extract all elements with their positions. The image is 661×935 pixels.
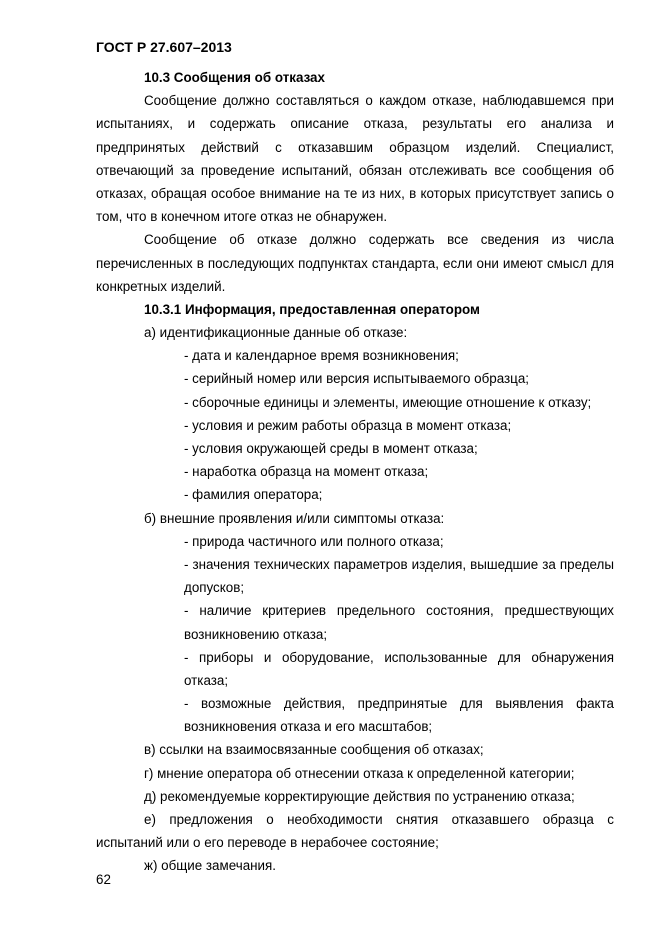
list-item-continuation: возникновению отказа;: [184, 626, 328, 642]
list-item: - сборочные единицы и элементы, имеющие отношение к отказу;: [184, 394, 592, 410]
page-content: [96, 66, 614, 878]
sublist-a: [96, 344, 614, 506]
list-item: - наработка образца на момент отказа;: [184, 464, 429, 480]
list-item: - условия окружающей среды в момент отказа;: [184, 441, 478, 456]
sublist-b: [96, 530, 614, 739]
paragraph-line: испытаниях, и содержать описание отказа, результаты его анализа и: [96, 116, 614, 132]
list-item: - приборы и оборудование, использованные для обнаружения: [184, 649, 614, 665]
paragraph-2: [96, 228, 614, 298]
paragraph-1: [96, 89, 614, 228]
list-item-e: е) предложения о необходимости снятия отказавшего образца с: [144, 812, 614, 827]
list-item: - значения технических параметров изделия, вышедшие за пределы: [184, 556, 614, 572]
list-item-zh: ж) общие замечания.: [144, 858, 276, 874]
list-item-b: б) внешние проявления и/или симптомы отказа:: [144, 510, 445, 526]
list-item-v: в) ссылки на взаимосвязанные сообщения об отказах;: [144, 742, 484, 758]
list-item-d: д) рекомендуемые корректирующие действия по устранению отказа;: [144, 788, 575, 804]
paragraph-line: предпринятых действий с отказавшим образцом изделий. Специалист,: [96, 139, 614, 155]
list-item-continuation: допусков;: [184, 580, 245, 596]
list-item-a: а) идентификационные данные об отказе:: [144, 325, 408, 341]
paragraph-line: перечисленных в последующих подпунктах стандарта, если они имеют смысл для: [96, 255, 614, 271]
list-item: - серийный номер или версия испытываемого образца;: [184, 371, 530, 387]
list-item-g: г) мнение оператора об отнесении отказа к определенной категории;: [144, 765, 575, 781]
subsection-title: 10.3.1 Информация, предоставленная оператором: [144, 301, 480, 317]
paragraph-line: отвечающий за проведение испытаний, обязан отслеживать все сообщения об: [96, 162, 614, 178]
paragraph-line: том, что в конечном итоге отказ не обнаружен.: [96, 209, 388, 225]
list-item-e-continuation: испытаний или о его переводе в нерабочее состояние;: [96, 835, 439, 851]
list-item-continuation: отказа;: [184, 672, 229, 688]
list-item: - природа частичного или полного отказа;: [184, 533, 444, 549]
paragraph-line: Сообщение об отказе должно содержать все сведения из числа: [144, 232, 614, 248]
list-item: - условия и режим работы образца в момент отказа;: [184, 417, 512, 433]
paragraph-line: Сообщение должно составляться о каждом отказе, наблюдавшемся при: [144, 93, 614, 109]
paragraph-line: конкретных изделий.: [96, 278, 226, 294]
list-item: - фамилия оператора;: [184, 487, 323, 503]
list-item: - возможные действия, предпринятые для выявления факта: [184, 696, 614, 712]
section-title: 10.3 Сообщения об отказах: [144, 70, 325, 85]
list-item: - наличие критериев предельного состояния, предшествующих: [184, 603, 614, 619]
paragraph-line: отказах, обращая особое внимание на те из них, в которых присутствует запись о: [96, 185, 614, 201]
page-number: 62: [96, 872, 111, 887]
standard-header: ГОСТ Р 27.607–2013: [96, 39, 232, 55]
list-item: - дата и календарное время возникновения;: [184, 348, 459, 364]
list-item-continuation: возникновения отказа и его масштабов;: [184, 719, 433, 735]
